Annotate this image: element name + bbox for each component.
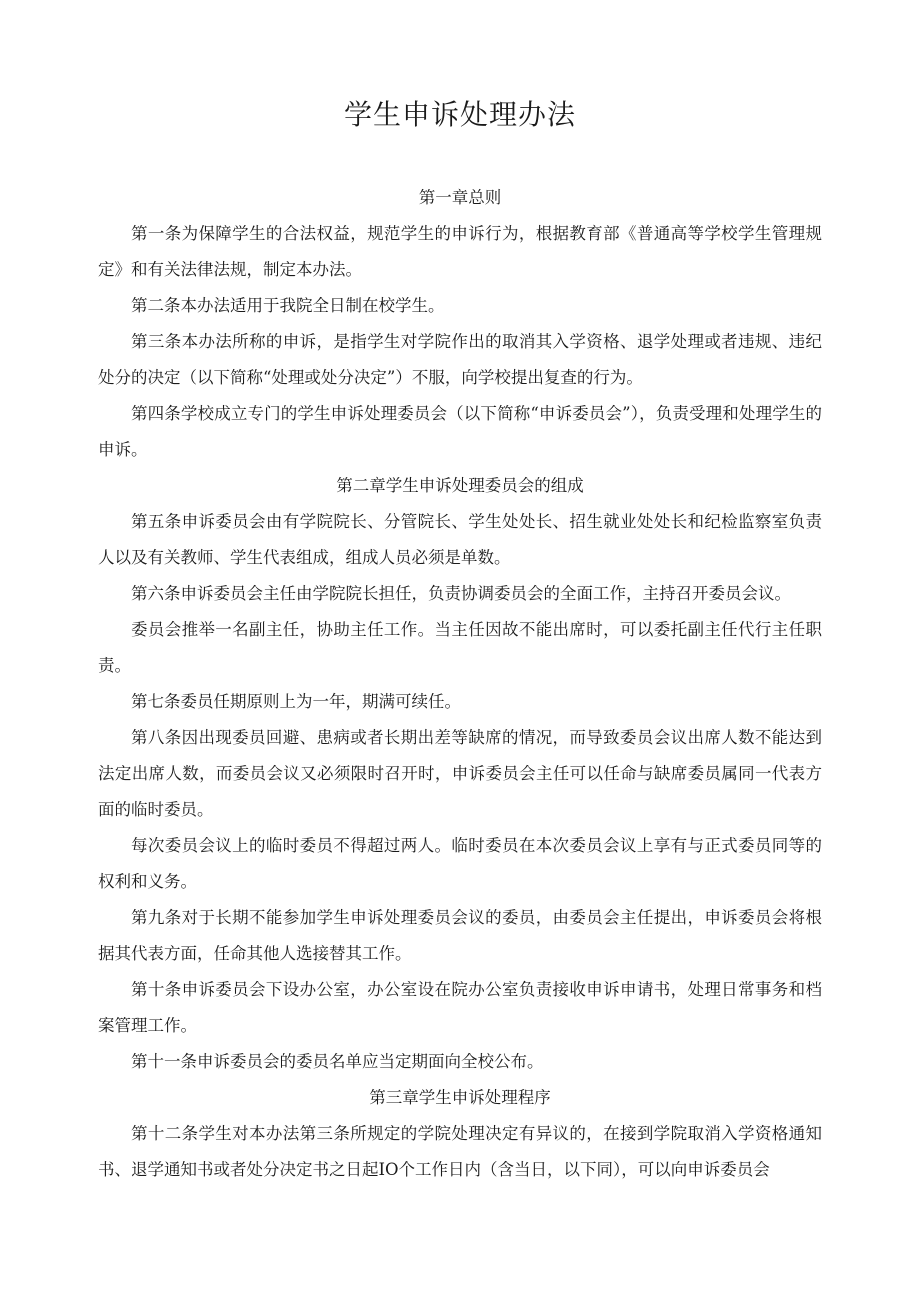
article-paragraph: 第八条因出现委员回避、患病或者长期出差等缺席的情况，而导致委员会议出席人数不能达到法定出席人数，而委员会议又必须限时召开时，申诉委员会主任可以任命与缺席委员属同一代表方面的临时委员。: [98, 728, 822, 819]
article-paragraph: 第五条申诉委员会由有学院院长、分管院长、学生处处长、招生就业处处长和纪检监察室负责人以及有关教师、学生代表组成，组成人员必须是单数。: [98, 512, 822, 567]
document-body: [98, 180, 822, 1188]
chapter-heading: 第三章学生申诉处理程序: [369, 1088, 551, 1107]
article-paragraph: 第六条申诉委员会主任由学院院长担任，负责协调委员会的全面工作，主持召开委员会议。: [131, 584, 791, 603]
article-paragraph: 委员会推举一名副主任，协助主任工作。当主任因故不能出席时，可以委托副主任代行主任职责。: [98, 620, 822, 675]
article-paragraph: 第三条本办法所称的申诉，是指学生对学院作出的取消其入学资格、退学处理或者违规、违纪处分的决定（以下简称“处理或处分决定”）不服，向学校提出复查的行为。: [98, 332, 822, 387]
article-paragraph: 第十条申诉委员会下设办公室，办公室设在院办公室负责接收申诉申请书，处理日常事务和档案管理工作。: [98, 980, 822, 1035]
article-paragraph: 每次委员会议上的临时委员不得超过两人。临时委员在本次委员会议上享有与正式委员同等的权利和义务。: [98, 836, 822, 891]
article-paragraph: 第四条学校成立专门的学生申诉处理委员会（以下简称“申诉委员会”），负责受理和处理学生的申诉。: [98, 404, 822, 459]
article-paragraph: 第七条委员任期原则上为一年，期满可续任。: [131, 692, 461, 711]
article-paragraph: 第一条为保障学生的合法权益，规范学生的申诉行为，根据教育部《普通高等学校学生管理规定》和有关法律法规，制定本办法。: [98, 224, 822, 279]
article-paragraph: 第九条对于长期不能参加学生申诉处理委员会议的委员，由委员会主任提出，申诉委员会将根据其代表方面，任命其他人选接替其工作。: [98, 908, 822, 963]
article-paragraph: 第二条本办法适用于我院全日制在校学生。: [131, 296, 445, 315]
chapter-heading: 第二章学生申诉处理委员会的组成: [336, 476, 584, 495]
document-title: 学生申诉处理办法: [343, 98, 576, 131]
article-paragraph: 第十一条申诉委员会的委员名单应当定期面向全校公布。: [131, 1052, 544, 1071]
chapter-heading: 第一章总则: [418, 188, 502, 207]
article-paragraph: 第十二条学生对本办法第三条所规定的学院处理决定有异议的，在接到学院取消入学资格通知书、退学通知书或者处分决定书之日起IO个工作日内（含当日，以下同），可以向申诉委员会: [98, 1124, 822, 1179]
